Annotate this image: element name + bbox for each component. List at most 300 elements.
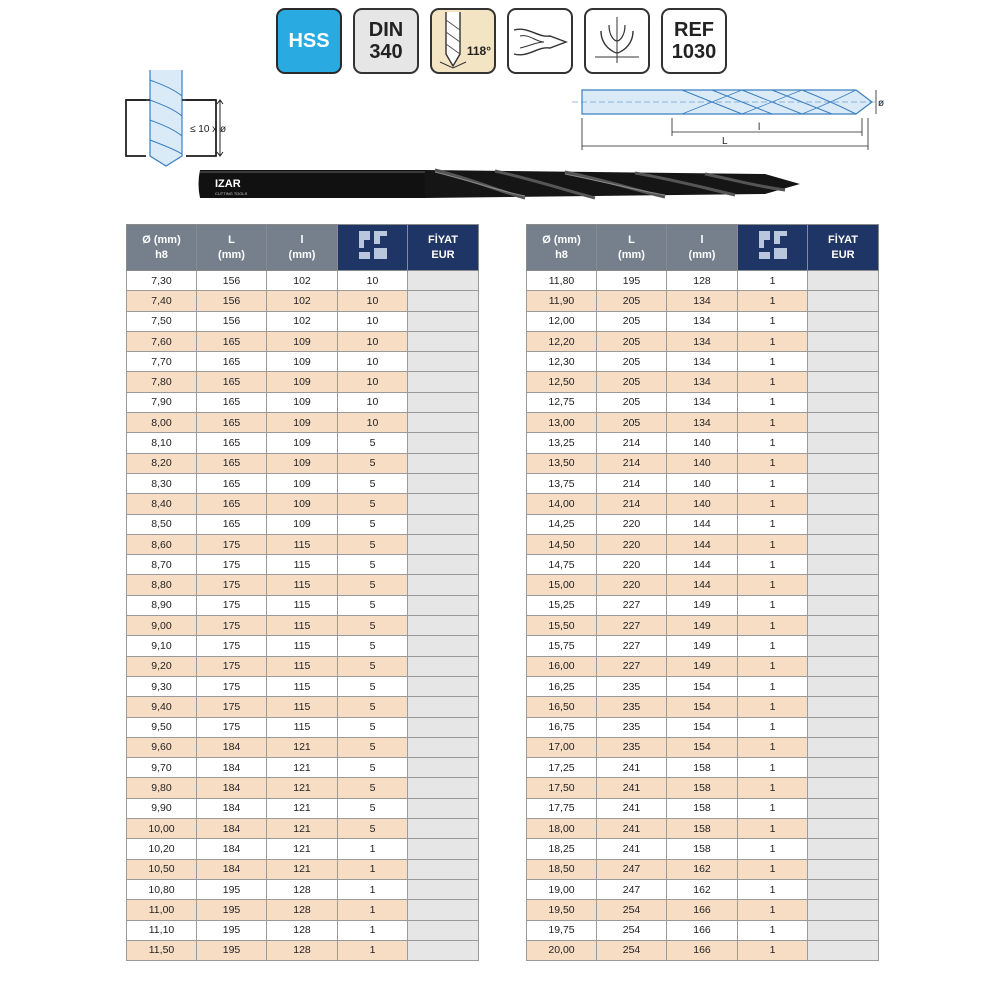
pack-qty-cell: 1 (738, 900, 808, 920)
price-cell (408, 433, 479, 453)
diameter-cell: 16,00 (527, 656, 597, 676)
table-row (127, 352, 479, 372)
diameter-cell: 10,00 (127, 819, 197, 839)
length-cell: 175 (197, 676, 267, 696)
flute-length-cell: 109 (267, 352, 338, 372)
length-cell: 175 (197, 575, 267, 595)
table-row (127, 656, 479, 676)
table-row (127, 271, 479, 291)
price-cell (808, 271, 879, 291)
price-cell (408, 737, 479, 757)
table-row (527, 900, 879, 920)
price-cell (408, 879, 479, 899)
table-row (127, 372, 479, 392)
length-cell: 254 (597, 900, 667, 920)
ref-label-line2: 1030 (671, 41, 717, 63)
length-cell: 205 (597, 352, 667, 372)
length-cell: 165 (197, 494, 267, 514)
diameter-cell: 17,00 (527, 737, 597, 757)
price-cell (808, 616, 879, 636)
size-table-right (526, 224, 879, 961)
pack-qty-cell: 5 (338, 737, 408, 757)
diameter-cell: 9,00 (127, 616, 197, 636)
price-cell (808, 717, 879, 737)
flute-length-cell: 162 (667, 879, 738, 899)
flute-length-cell: 140 (667, 433, 738, 453)
flute-length-cell: 115 (267, 656, 338, 676)
depth-note: ≤ 10 x ø (190, 124, 227, 135)
pack-qty-cell: 1 (738, 819, 808, 839)
price-cell (808, 291, 879, 311)
length-cell: 175 (197, 616, 267, 636)
price-cell (408, 819, 479, 839)
diameter-cell: 12,75 (527, 392, 597, 412)
flute-length-cell: 109 (267, 372, 338, 392)
table-row (527, 636, 879, 656)
table-row (527, 920, 879, 940)
pack-qty-cell: 5 (338, 494, 408, 514)
length-cell: 254 (597, 940, 667, 960)
length-cell: 184 (197, 737, 267, 757)
flute-length-cell: 102 (267, 291, 338, 311)
price-cell (808, 331, 879, 351)
flute-profile-icon (510, 16, 570, 66)
diameter-header: Ø (mm) h8 (527, 225, 597, 271)
price-cell (808, 778, 879, 798)
flute-length-cell: 115 (267, 616, 338, 636)
flute-length-cell: 134 (667, 413, 738, 433)
shank-profile-icon (587, 13, 647, 69)
price-cell (808, 879, 879, 899)
price-cell (808, 676, 879, 696)
flute-length-cell: 128 (267, 940, 338, 960)
length-cell: 165 (197, 331, 267, 351)
shank-badge (584, 8, 650, 74)
flute-length-cell: 144 (667, 534, 738, 554)
pack-qty-cell: 5 (338, 697, 408, 717)
price-cell (808, 392, 879, 412)
flute-length-cell: 158 (667, 839, 738, 859)
flute-length-cell: 121 (267, 859, 338, 879)
pack-qty-cell: 5 (338, 575, 408, 595)
length-cell: 184 (197, 819, 267, 839)
length-cell: 165 (197, 453, 267, 473)
price-cell (808, 940, 879, 960)
diameter-cell: 10,80 (127, 879, 197, 899)
table-row (127, 636, 479, 656)
diameter-cell: 7,30 (127, 271, 197, 291)
length-cell: 227 (597, 656, 667, 676)
diameter-cell: 7,50 (127, 311, 197, 331)
standard-label-line1: DIN (368, 19, 404, 41)
length-cell: 214 (597, 433, 667, 453)
length-cell: 227 (597, 616, 667, 636)
flute-length-cell: 134 (667, 291, 738, 311)
length-cell: 175 (197, 555, 267, 575)
length-cell: 247 (597, 879, 667, 899)
table-row (127, 291, 479, 311)
flute-length-cell: 115 (267, 636, 338, 656)
length-cell: 220 (597, 514, 667, 534)
pack-qty-cell: 1 (738, 453, 808, 473)
table-row (527, 494, 879, 514)
table-row (527, 656, 879, 676)
length-cell: 195 (197, 879, 267, 899)
black-drill-bit (195, 160, 805, 215)
flute-length-cell: 149 (667, 636, 738, 656)
flute-length-cell: 109 (267, 494, 338, 514)
length-cell: 184 (197, 839, 267, 859)
flute-length-cell: 102 (267, 311, 338, 331)
price-cell (408, 920, 479, 940)
diameter-cell: 9,90 (127, 798, 197, 818)
flute-length-cell: 166 (667, 940, 738, 960)
flute-length-cell: 115 (267, 555, 338, 575)
diameter-cell: 12,30 (527, 352, 597, 372)
diameter-cell: 13,25 (527, 433, 597, 453)
diameter-cell: 16,75 (527, 717, 597, 737)
length-cell: 205 (597, 372, 667, 392)
price-cell (808, 494, 879, 514)
table-row (527, 737, 879, 757)
length-cell: 165 (197, 372, 267, 392)
standard-label-line2: 340 (369, 41, 403, 63)
diameter-cell: 9,80 (127, 778, 197, 798)
brand-tagline: CUTTING TOOLS (215, 191, 248, 196)
flute-length-cell: 158 (667, 778, 738, 798)
table-row (527, 879, 879, 899)
pack-qty-cell: 1 (738, 331, 808, 351)
spec-badges (276, 8, 727, 74)
flute-length-cell: 158 (667, 819, 738, 839)
price-cell (808, 839, 879, 859)
price-cell (408, 595, 479, 615)
table-row (127, 616, 479, 636)
diameter-cell: 9,20 (127, 656, 197, 676)
flute-length-cell: 154 (667, 737, 738, 757)
diameter-cell: 7,40 (127, 291, 197, 311)
length-cell: 205 (597, 311, 667, 331)
pack-qty-cell: 1 (738, 534, 808, 554)
pack-qty-cell: 1 (738, 473, 808, 493)
price-cell (408, 636, 479, 656)
diameter-cell: 8,20 (127, 453, 197, 473)
flute-length-cell: 115 (267, 717, 338, 737)
price-cell (808, 758, 879, 778)
pack-qty-cell: 5 (338, 717, 408, 737)
table-row (527, 433, 879, 453)
price-cell (808, 453, 879, 473)
pack-qty-cell: 10 (338, 311, 408, 331)
length-cell: 175 (197, 595, 267, 615)
pack-qty-cell: 1 (738, 392, 808, 412)
price-cell (808, 636, 879, 656)
length-cell: 195 (597, 271, 667, 291)
price-cell (808, 555, 879, 575)
table-row (527, 473, 879, 493)
diameter-cell: 19,00 (527, 879, 597, 899)
flute-length-cell: 115 (267, 697, 338, 717)
pack-qty-cell: 1 (738, 352, 808, 372)
flute-length-cell: 162 (667, 859, 738, 879)
pack-qty-cell: 1 (738, 758, 808, 778)
price-cell (408, 676, 479, 696)
flute-length-cell: 134 (667, 372, 738, 392)
pack-qty-cell: 1 (338, 940, 408, 960)
price-cell (808, 575, 879, 595)
price-cell (408, 392, 479, 412)
price-cell (408, 311, 479, 331)
flute-length-cell: 134 (667, 352, 738, 372)
flute-length-cell: 140 (667, 494, 738, 514)
point-angle-label: 118° (466, 43, 491, 58)
diameter-cell: 15,25 (527, 595, 597, 615)
length-cell: 165 (197, 392, 267, 412)
table-row (127, 758, 479, 778)
material-label: HSS (288, 30, 330, 52)
table-row (527, 453, 879, 473)
length-cell: 227 (597, 636, 667, 656)
diameter-cell: 7,80 (127, 372, 197, 392)
diameter-cell: 11,90 (527, 291, 597, 311)
table-row (127, 433, 479, 453)
flute-length-cell: 128 (267, 920, 338, 940)
diameter-cell: 9,10 (127, 636, 197, 656)
table-row (127, 879, 479, 899)
length-cell: 241 (597, 819, 667, 839)
table-row (127, 798, 479, 818)
pack-qty-cell: 1 (338, 859, 408, 879)
pack-qty-cell: 1 (738, 798, 808, 818)
length-cell: 165 (197, 352, 267, 372)
table-row (527, 819, 879, 839)
package-quantity-icon (356, 228, 390, 262)
diameter-cell: 8,10 (127, 433, 197, 453)
price-cell (408, 555, 479, 575)
table-row (127, 819, 479, 839)
price-cell (808, 900, 879, 920)
table-row (527, 331, 879, 351)
table-row (127, 778, 479, 798)
table-row (527, 758, 879, 778)
pack-qty-cell: 10 (338, 372, 408, 392)
price-cell (808, 473, 879, 493)
table-row (127, 839, 479, 859)
diameter-cell: 10,20 (127, 839, 197, 859)
flute-length-cell: 121 (267, 839, 338, 859)
total-length-label: L (722, 136, 728, 147)
table-row (527, 575, 879, 595)
flute-length-cell: 115 (267, 534, 338, 554)
table-row (527, 291, 879, 311)
table-row (127, 575, 479, 595)
price-cell (408, 900, 479, 920)
price-cell (808, 819, 879, 839)
table-row (527, 413, 879, 433)
table-row (527, 697, 879, 717)
diameter-cell: 8,80 (127, 575, 197, 595)
price-cell (808, 514, 879, 534)
diameter-cell: 10,50 (127, 859, 197, 879)
price-cell (408, 494, 479, 514)
table-row (127, 473, 479, 493)
table-row (127, 514, 479, 534)
flute-length-cell: 134 (667, 331, 738, 351)
diameter-cell: 14,00 (527, 494, 597, 514)
length-cell: 165 (197, 473, 267, 493)
diameter-cell: 12,00 (527, 311, 597, 331)
length-cell: 241 (597, 839, 667, 859)
table-row (527, 940, 879, 960)
ref-badge (661, 8, 727, 74)
pack-qty-cell: 5 (338, 595, 408, 615)
pack-qty-cell: 5 (338, 819, 408, 839)
flute-length-cell: 158 (667, 798, 738, 818)
flute-length-cell: 140 (667, 453, 738, 473)
length-cell: 254 (597, 920, 667, 940)
length-cell: 156 (197, 271, 267, 291)
pack-qty-cell: 5 (338, 676, 408, 696)
pack-qty-cell: 1 (338, 879, 408, 899)
pack-qty-cell: 1 (738, 879, 808, 899)
diameter-cell: 8,40 (127, 494, 197, 514)
diameter-cell: 17,50 (527, 778, 597, 798)
pack-qty-cell: 5 (338, 616, 408, 636)
price-cell (808, 798, 879, 818)
diameter-cell: 16,25 (527, 676, 597, 696)
price-cell (808, 859, 879, 879)
package-quantity-header (338, 225, 408, 271)
diameter-cell: 9,40 (127, 697, 197, 717)
price-cell (408, 331, 479, 351)
price-cell (808, 372, 879, 392)
flute-length-cell: 109 (267, 413, 338, 433)
pack-qty-cell: 5 (338, 555, 408, 575)
flute-length-cell: 158 (667, 758, 738, 778)
pack-qty-cell: 1 (738, 656, 808, 676)
length-cell: 195 (197, 940, 267, 960)
pack-qty-cell: 1 (738, 595, 808, 615)
price-cell (408, 656, 479, 676)
flute-length-cell: 144 (667, 514, 738, 534)
diameter-cell: 7,70 (127, 352, 197, 372)
length-cell: 156 (197, 291, 267, 311)
pack-qty-cell: 1 (738, 616, 808, 636)
pack-qty-cell: 5 (338, 514, 408, 534)
diameter-cell: 14,75 (527, 555, 597, 575)
price-cell (408, 271, 479, 291)
flute-length-cell: 144 (667, 555, 738, 575)
pack-qty-cell: 5 (338, 453, 408, 473)
length-cell: 175 (197, 717, 267, 737)
table-row (127, 737, 479, 757)
pack-qty-cell: 1 (738, 555, 808, 575)
table-row (527, 839, 879, 859)
diameter-cell: 8,90 (127, 595, 197, 615)
table-row (527, 372, 879, 392)
table-row (127, 392, 479, 412)
length-cell: 227 (597, 595, 667, 615)
diameter-cell: 8,70 (127, 555, 197, 575)
length-cell: 220 (597, 534, 667, 554)
diameter-cell: 18,50 (527, 859, 597, 879)
drill-dimension-diagram (572, 80, 892, 161)
pack-qty-cell: 10 (338, 291, 408, 311)
table-row (527, 271, 879, 291)
flute-length-cell: 154 (667, 717, 738, 737)
left-table-body (127, 271, 479, 961)
table-row (127, 920, 479, 940)
pack-qty-cell: 1 (738, 433, 808, 453)
table-row (527, 534, 879, 554)
flute-length-header: l (mm) (267, 225, 338, 271)
table-row (127, 311, 479, 331)
flute-length-cell: 134 (667, 392, 738, 412)
price-cell (408, 291, 479, 311)
right-table-body (527, 271, 879, 961)
diameter-cell: 15,50 (527, 616, 597, 636)
diameter-header: Ø (mm) h8 (127, 225, 197, 271)
length-cell: 205 (597, 392, 667, 412)
flute-length-cell: 109 (267, 433, 338, 453)
price-cell (408, 697, 479, 717)
pack-qty-cell: 1 (738, 372, 808, 392)
length-header: L (mm) (197, 225, 267, 271)
length-cell: 195 (197, 920, 267, 940)
diameter-cell: 13,75 (527, 473, 597, 493)
length-cell: 175 (197, 697, 267, 717)
price-cell (408, 453, 479, 473)
flute-length-cell: 144 (667, 575, 738, 595)
price-cell (408, 616, 479, 636)
diameter-cell: 9,60 (127, 737, 197, 757)
flute-length-cell: 109 (267, 392, 338, 412)
pack-qty-cell: 1 (738, 920, 808, 940)
length-cell: 175 (197, 636, 267, 656)
pack-qty-cell: 5 (338, 798, 408, 818)
price-cell (408, 839, 479, 859)
diameter-cell: 18,25 (527, 839, 597, 859)
pack-qty-cell: 10 (338, 331, 408, 351)
flute-length-label: l (758, 122, 761, 133)
price-cell (808, 656, 879, 676)
diameter-cell: 7,60 (127, 331, 197, 351)
ref-label-line1: REF (674, 19, 714, 41)
flute-length-cell: 109 (267, 473, 338, 493)
flute-length-cell: 134 (667, 311, 738, 331)
length-cell: 184 (197, 778, 267, 798)
length-cell: 241 (597, 798, 667, 818)
pack-qty-cell: 5 (338, 778, 408, 798)
flute-length-cell: 154 (667, 676, 738, 696)
diameter-cell: 11,80 (527, 271, 597, 291)
pack-qty-cell: 1 (738, 839, 808, 859)
diameter-cell: 19,75 (527, 920, 597, 940)
length-cell: 184 (197, 758, 267, 778)
diameter-cell: 14,50 (527, 534, 597, 554)
diameter-cell: 9,70 (127, 758, 197, 778)
flute-length-cell: 166 (667, 900, 738, 920)
diameter-cell: 12,20 (527, 331, 597, 351)
price-cell (808, 697, 879, 717)
length-cell: 235 (597, 717, 667, 737)
pack-qty-cell: 5 (338, 534, 408, 554)
price-cell (408, 514, 479, 534)
package-quantity-header (738, 225, 808, 271)
pack-qty-cell: 1 (738, 514, 808, 534)
material-badge (276, 8, 342, 74)
diameter-cell: 13,50 (527, 453, 597, 473)
